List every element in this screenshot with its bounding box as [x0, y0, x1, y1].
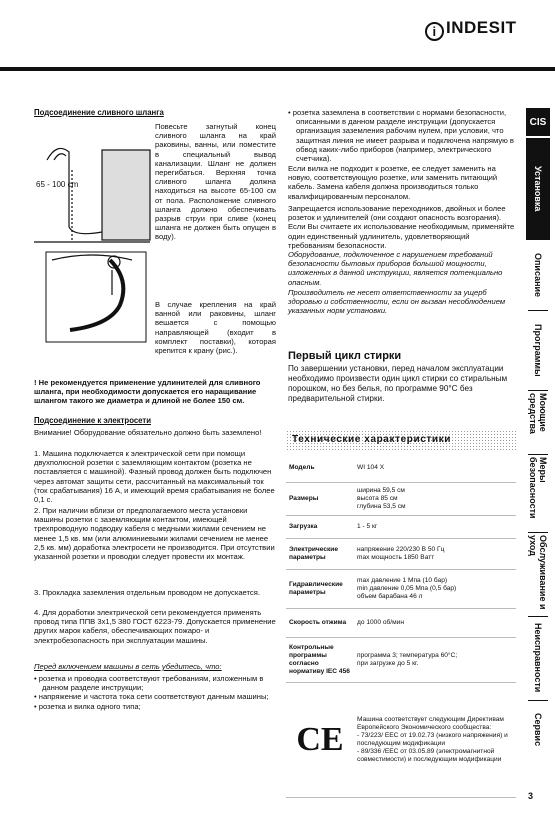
drain-text: Повесьте загнутый конец сливного шланга на край раковины, ванны, или поместите в специальный вывод канализации. Шланг не должен перегибаться. Верхняя точка сливного шланга должна находиться на высоте 65-100 см от пола. Расположение сливного шланга должно обеспечивать разрыв струи при сливе (конец шланга не должен быть опущен в воду). — [155, 122, 276, 242]
check-item: • розетка и вилка одного типа; — [34, 701, 141, 711]
left-column — [34, 108, 276, 117]
elec-4: 4. Для доработки электрической сети рекомендуется применять провод типа ППВ 3х1,5 380 ГОСТ 6223-79. Допускается применение других марок кабеля, обеспечивающих пожаро- и электробезопасность при эксплуатации машины. — [34, 608, 276, 645]
ce-mark: CE — [286, 683, 354, 798]
page-number: 3 — [528, 791, 534, 801]
table-row: Скорость отжима до 1000 об/мин — [286, 609, 516, 638]
drain-text-2: В случае крепления на край ванной или раковины, шланг вешается с помощью направляющей (входит в комплект поставки), которая крепится к крану (рис.). — [155, 300, 276, 356]
logo-i-icon: i — [425, 22, 444, 41]
spec-table-wrap — [286, 454, 516, 798]
right-p4: Оборудование, подключенное с нарушением требований безопасности бытовых приборов большой мощности, изложенных в данной инструкции, является потенциально опасным. — [288, 250, 503, 287]
table-row: Модель WI 104 X — [286, 454, 516, 483]
drain-hose-illustration — [32, 120, 152, 365]
height-label: 65 - 100 cm — [36, 180, 79, 189]
table-row: CE Машина соответствует следующим Директивам Европейского Экономического сообщества: - 73/223/ EEC от 19.02.73 (низкого напряжения) и последующим модификации - 89/336 /EEC от 03.05.89 (электромагнитной совместимости) и последующим модификации — [286, 683, 516, 798]
elec-title: Подсоединение к электросети — [34, 416, 152, 425]
side-tab-service[interactable]: Сервис — [533, 713, 543, 747]
first-cycle-text: По завершении установки, перед началом эксплуатации необходимо произвести один цикл стирки со стиральным порошком, но без белья, по программе 90°С без предварительной стирки. — [288, 364, 508, 403]
check-item: • напряжение и частота тока сети соответствуют данным машины; — [34, 692, 269, 702]
spec-header — [286, 430, 518, 452]
elec-3: 3. Прокладка заземления отдельным проводом не допускается. — [34, 588, 260, 597]
table-row: Гидравлические параметры max давление 1 Mпа (10 бар) min давление 0,05 Mпа (0,5 бар) объем барабана 46 л — [286, 570, 516, 609]
top-rule — [0, 67, 555, 71]
table-row: Электрические параметры напряжение 220/230 В 50 Гц max мощность 1850 Ватт — [286, 539, 516, 570]
right-p1: • розетка заземлена в соответствии с нормами безопасности, описанными в данном разделе инструкции (допускается организация заземления рабочим нулем, при условии, что защитная линия не имеет разрыва и подключена напрямую в обвод каких-либо приборов (например, электрического счетчика). — [288, 108, 514, 164]
right-p3: Запрещается использование переходников, двойных и более розеток и удлинителей (они создают опасность возгорания). Если Вы считаете их использование необходимым, применяйте один единственный удлинитель, удовлетворяющий требованиям безопасности. — [288, 204, 515, 250]
table-row: Размеры ширина 59,5 см высота 85 см глубина 53,5 см — [286, 483, 516, 516]
first-cycle-title: Первый цикл стирки — [288, 350, 402, 362]
elec-2: 2. При наличии вблизи от предполагаемого места установки машины розетки с заземляющим контактом, имеющей трехпроводную подводку кабеля с медными жилами сечением не менее 1,5 кв. мм (или алюминиевыми жилами сечением не менее 2,5 кв. мм) доработка электросети не производится. При отсутствии указанной розетки и проводки следует провести их монтаж. — [34, 506, 275, 562]
side-tab-safety[interactable]: Меры безопасности — [528, 457, 548, 519]
check-title: Перед включением машины в сеть убедитесь, что: — [34, 662, 222, 671]
side-tab-troubleshooting[interactable]: Неисправности — [533, 623, 543, 693]
side-tab-cis[interactable]: CIS — [526, 108, 550, 136]
drain-title: Подсоединение сливного шланга — [34, 108, 164, 117]
side-tab-installation[interactable]: Установка — [526, 138, 550, 240]
side-tabs — [526, 108, 550, 768]
right-p5: Производитель не несет ответственности за ущерб здоровью и собственности, если он вызван несоблюдением указанных норм установки. — [288, 288, 506, 316]
elec-1: 1. Машина подключается к электрической сети при помощи двухполюсной розетки с заземляющим контактом (розетка не поставляется с машиной). Фазный провод должен быть подключен через автомат защиты сети, рассчитанный на максимальный ток (ток срабатывания) 16 А, и имеющий время срабатывания не более 0,1 с. — [34, 449, 275, 505]
spec-table — [286, 454, 516, 798]
check-item: • розетка и проводка соответствуют требованиям, изложенным в данном разделе инструкции; — [34, 674, 264, 693]
spec-title: Технические характеристики — [292, 434, 451, 445]
side-tab-detergents[interactable]: Моющие средства — [528, 393, 548, 434]
warn-extension: ! Не рекомендуется применение удлинителей для сливного шланга, при необходимости допускается его наращивание шлангом такого же диаметра и длиной не более 150 см. — [34, 378, 261, 406]
table-row: Контрольные программы согласно нормативу IEC 456 программа 3; температура 60°С; при загрузке до 5 кг. — [286, 638, 516, 683]
check-list — [34, 674, 276, 711]
side-tab-programs[interactable]: Программы — [533, 323, 543, 377]
brand-logo: i INDESIT — [425, 18, 517, 41]
right-p2: Если вилка не подходит к розетке, ее следует заменить на новую, соответствующую розетке, или заменить питающий кабель. Замена кабеля должна производиться только квалифицированным персоналом. — [288, 164, 498, 201]
side-tab-maintenance[interactable]: Обслуживание и уход — [528, 535, 548, 610]
side-tab-description[interactable]: Описание — [533, 252, 543, 298]
elec-attention: Внимание! Оборудование обязательно должно быть заземлено! — [34, 428, 262, 437]
table-row: Загрузка 1 - 5 кг — [286, 516, 516, 539]
